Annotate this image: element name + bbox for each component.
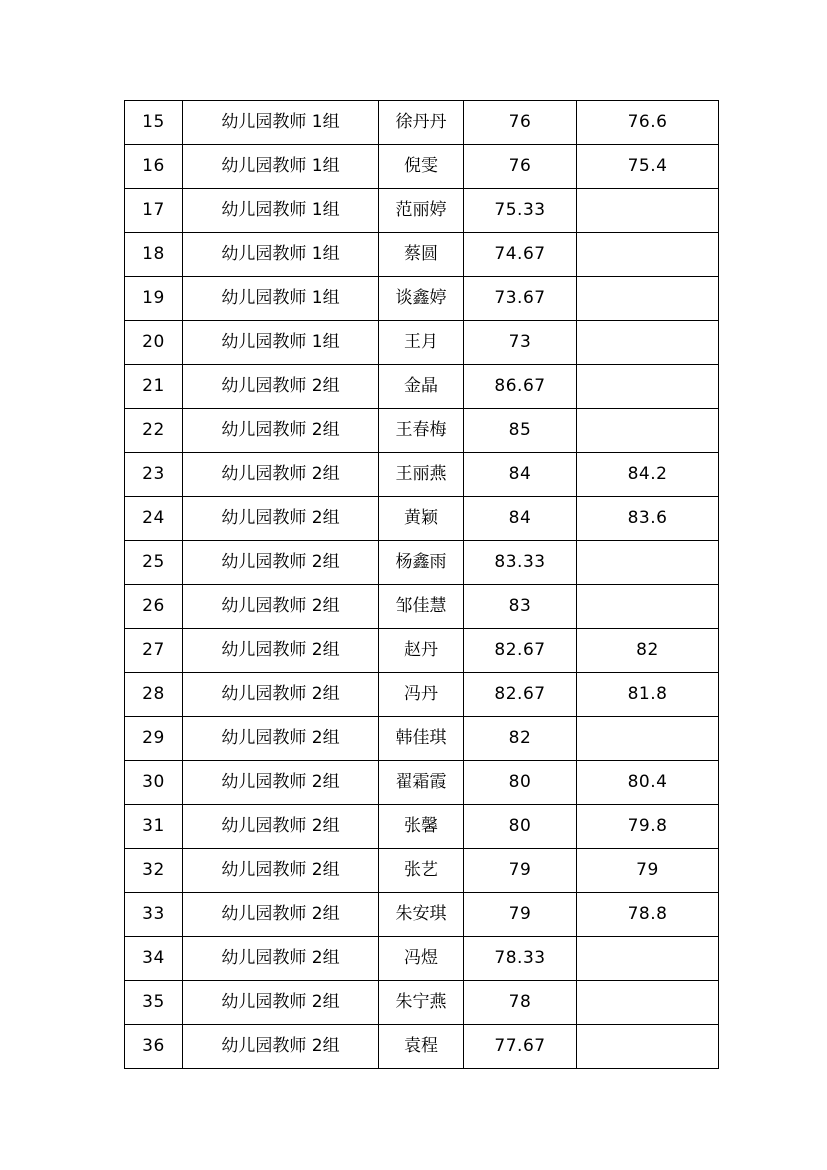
cell-final-score xyxy=(577,1025,719,1069)
cell-group: 幼儿园教师 2组 xyxy=(183,365,379,409)
cell-name: 王月 xyxy=(379,321,464,365)
table-row xyxy=(125,937,719,981)
cell-number: 19 xyxy=(125,277,183,321)
cell-group: 幼儿园教师 2组 xyxy=(183,409,379,453)
cell-final-score xyxy=(577,541,719,585)
cell-number: 23 xyxy=(125,453,183,497)
cell-score: 77.67 xyxy=(464,1025,577,1069)
cell-score: 79 xyxy=(464,849,577,893)
cell-score: 73.67 xyxy=(464,277,577,321)
cell-name: 蔡圆 xyxy=(379,233,464,277)
cell-number: 18 xyxy=(125,233,183,277)
table-row xyxy=(125,717,719,761)
cell-score: 84 xyxy=(464,453,577,497)
cell-name: 谈鑫婷 xyxy=(379,277,464,321)
score-table xyxy=(124,100,719,1069)
cell-group: 幼儿园教师 2组 xyxy=(183,673,379,717)
cell-final-score xyxy=(577,189,719,233)
cell-group: 幼儿园教师 2组 xyxy=(183,453,379,497)
cell-group: 幼儿园教师 2组 xyxy=(183,805,379,849)
table-row xyxy=(125,145,719,189)
cell-group: 幼儿园教师 1组 xyxy=(183,277,379,321)
cell-final-score xyxy=(577,717,719,761)
cell-group: 幼儿园教师 2组 xyxy=(183,937,379,981)
cell-name: 黄颖 xyxy=(379,497,464,541)
cell-name: 袁程 xyxy=(379,1025,464,1069)
cell-number: 27 xyxy=(125,629,183,673)
cell-score: 79 xyxy=(464,893,577,937)
cell-final-score: 75.4 xyxy=(577,145,719,189)
cell-group: 幼儿园教师 1组 xyxy=(183,145,379,189)
cell-number: 16 xyxy=(125,145,183,189)
cell-score: 84 xyxy=(464,497,577,541)
cell-name: 翟霜霞 xyxy=(379,761,464,805)
cell-score: 76 xyxy=(464,101,577,145)
table-row xyxy=(125,365,719,409)
cell-number: 33 xyxy=(125,893,183,937)
cell-name: 冯煜 xyxy=(379,937,464,981)
cell-name: 金晶 xyxy=(379,365,464,409)
table-row xyxy=(125,629,719,673)
cell-name: 张馨 xyxy=(379,805,464,849)
cell-final-score xyxy=(577,321,719,365)
cell-name: 倪雯 xyxy=(379,145,464,189)
cell-score: 85 xyxy=(464,409,577,453)
cell-number: 26 xyxy=(125,585,183,629)
table-body xyxy=(125,101,719,1069)
cell-number: 31 xyxy=(125,805,183,849)
cell-name: 杨鑫雨 xyxy=(379,541,464,585)
cell-name: 朱宁燕 xyxy=(379,981,464,1025)
table-row xyxy=(125,673,719,717)
cell-number: 24 xyxy=(125,497,183,541)
cell-final-score: 80.4 xyxy=(577,761,719,805)
cell-final-score: 84.2 xyxy=(577,453,719,497)
cell-final-score: 76.6 xyxy=(577,101,719,145)
cell-final-score xyxy=(577,981,719,1025)
cell-group: 幼儿园教师 1组 xyxy=(183,189,379,233)
cell-number: 34 xyxy=(125,937,183,981)
cell-number: 25 xyxy=(125,541,183,585)
table-row xyxy=(125,893,719,937)
table-row xyxy=(125,761,719,805)
table-row xyxy=(125,233,719,277)
cell-group: 幼儿园教师 1组 xyxy=(183,101,379,145)
cell-final-score xyxy=(577,365,719,409)
cell-score: 74.67 xyxy=(464,233,577,277)
cell-score: 78.33 xyxy=(464,937,577,981)
cell-name: 韩佳琪 xyxy=(379,717,464,761)
cell-name: 王丽燕 xyxy=(379,453,464,497)
cell-number: 32 xyxy=(125,849,183,893)
cell-name: 范丽婷 xyxy=(379,189,464,233)
cell-group: 幼儿园教师 1组 xyxy=(183,321,379,365)
table-row xyxy=(125,1025,719,1069)
cell-final-score xyxy=(577,585,719,629)
cell-group: 幼儿园教师 1组 xyxy=(183,233,379,277)
table-row xyxy=(125,409,719,453)
cell-number: 17 xyxy=(125,189,183,233)
cell-number: 28 xyxy=(125,673,183,717)
cell-score: 86.67 xyxy=(464,365,577,409)
cell-name: 邹佳慧 xyxy=(379,585,464,629)
cell-name: 冯丹 xyxy=(379,673,464,717)
cell-name: 赵丹 xyxy=(379,629,464,673)
cell-group: 幼儿园教师 2组 xyxy=(183,1025,379,1069)
cell-name: 徐丹丹 xyxy=(379,101,464,145)
table-row xyxy=(125,277,719,321)
cell-final-score: 79 xyxy=(577,849,719,893)
cell-score: 83.33 xyxy=(464,541,577,585)
cell-name: 朱安琪 xyxy=(379,893,464,937)
cell-score: 76 xyxy=(464,145,577,189)
cell-final-score: 79.8 xyxy=(577,805,719,849)
cell-group: 幼儿园教师 2组 xyxy=(183,849,379,893)
cell-group: 幼儿园教师 2组 xyxy=(183,761,379,805)
cell-final-score xyxy=(577,937,719,981)
cell-number: 20 xyxy=(125,321,183,365)
cell-group: 幼儿园教师 2组 xyxy=(183,717,379,761)
table-row xyxy=(125,101,719,145)
cell-score: 73 xyxy=(464,321,577,365)
cell-number: 22 xyxy=(125,409,183,453)
cell-group: 幼儿园教师 2组 xyxy=(183,541,379,585)
cell-group: 幼儿园教师 2组 xyxy=(183,981,379,1025)
table-row xyxy=(125,585,719,629)
table-row xyxy=(125,541,719,585)
cell-number: 30 xyxy=(125,761,183,805)
cell-final-score: 81.8 xyxy=(577,673,719,717)
table-row xyxy=(125,805,719,849)
table-row xyxy=(125,453,719,497)
cell-final-score xyxy=(577,233,719,277)
table-row xyxy=(125,497,719,541)
table-row xyxy=(125,321,719,365)
cell-score: 78 xyxy=(464,981,577,1025)
cell-group: 幼儿园教师 2组 xyxy=(183,629,379,673)
cell-number: 15 xyxy=(125,101,183,145)
cell-score: 83 xyxy=(464,585,577,629)
cell-final-score: 83.6 xyxy=(577,497,719,541)
cell-score: 82 xyxy=(464,717,577,761)
table-row xyxy=(125,981,719,1025)
cell-name: 王春梅 xyxy=(379,409,464,453)
cell-score: 75.33 xyxy=(464,189,577,233)
cell-group: 幼儿园教师 2组 xyxy=(183,893,379,937)
table-row xyxy=(125,849,719,893)
cell-group: 幼儿园教师 2组 xyxy=(183,497,379,541)
table-row xyxy=(125,189,719,233)
cell-final-score xyxy=(577,277,719,321)
cell-name: 张艺 xyxy=(379,849,464,893)
cell-number: 35 xyxy=(125,981,183,1025)
cell-final-score xyxy=(577,409,719,453)
cell-number: 29 xyxy=(125,717,183,761)
cell-number: 36 xyxy=(125,1025,183,1069)
cell-score: 82.67 xyxy=(464,629,577,673)
cell-group: 幼儿园教师 2组 xyxy=(183,585,379,629)
cell-score: 82.67 xyxy=(464,673,577,717)
cell-final-score: 78.8 xyxy=(577,893,719,937)
cell-final-score: 82 xyxy=(577,629,719,673)
cell-score: 80 xyxy=(464,761,577,805)
cell-score: 80 xyxy=(464,805,577,849)
cell-number: 21 xyxy=(125,365,183,409)
